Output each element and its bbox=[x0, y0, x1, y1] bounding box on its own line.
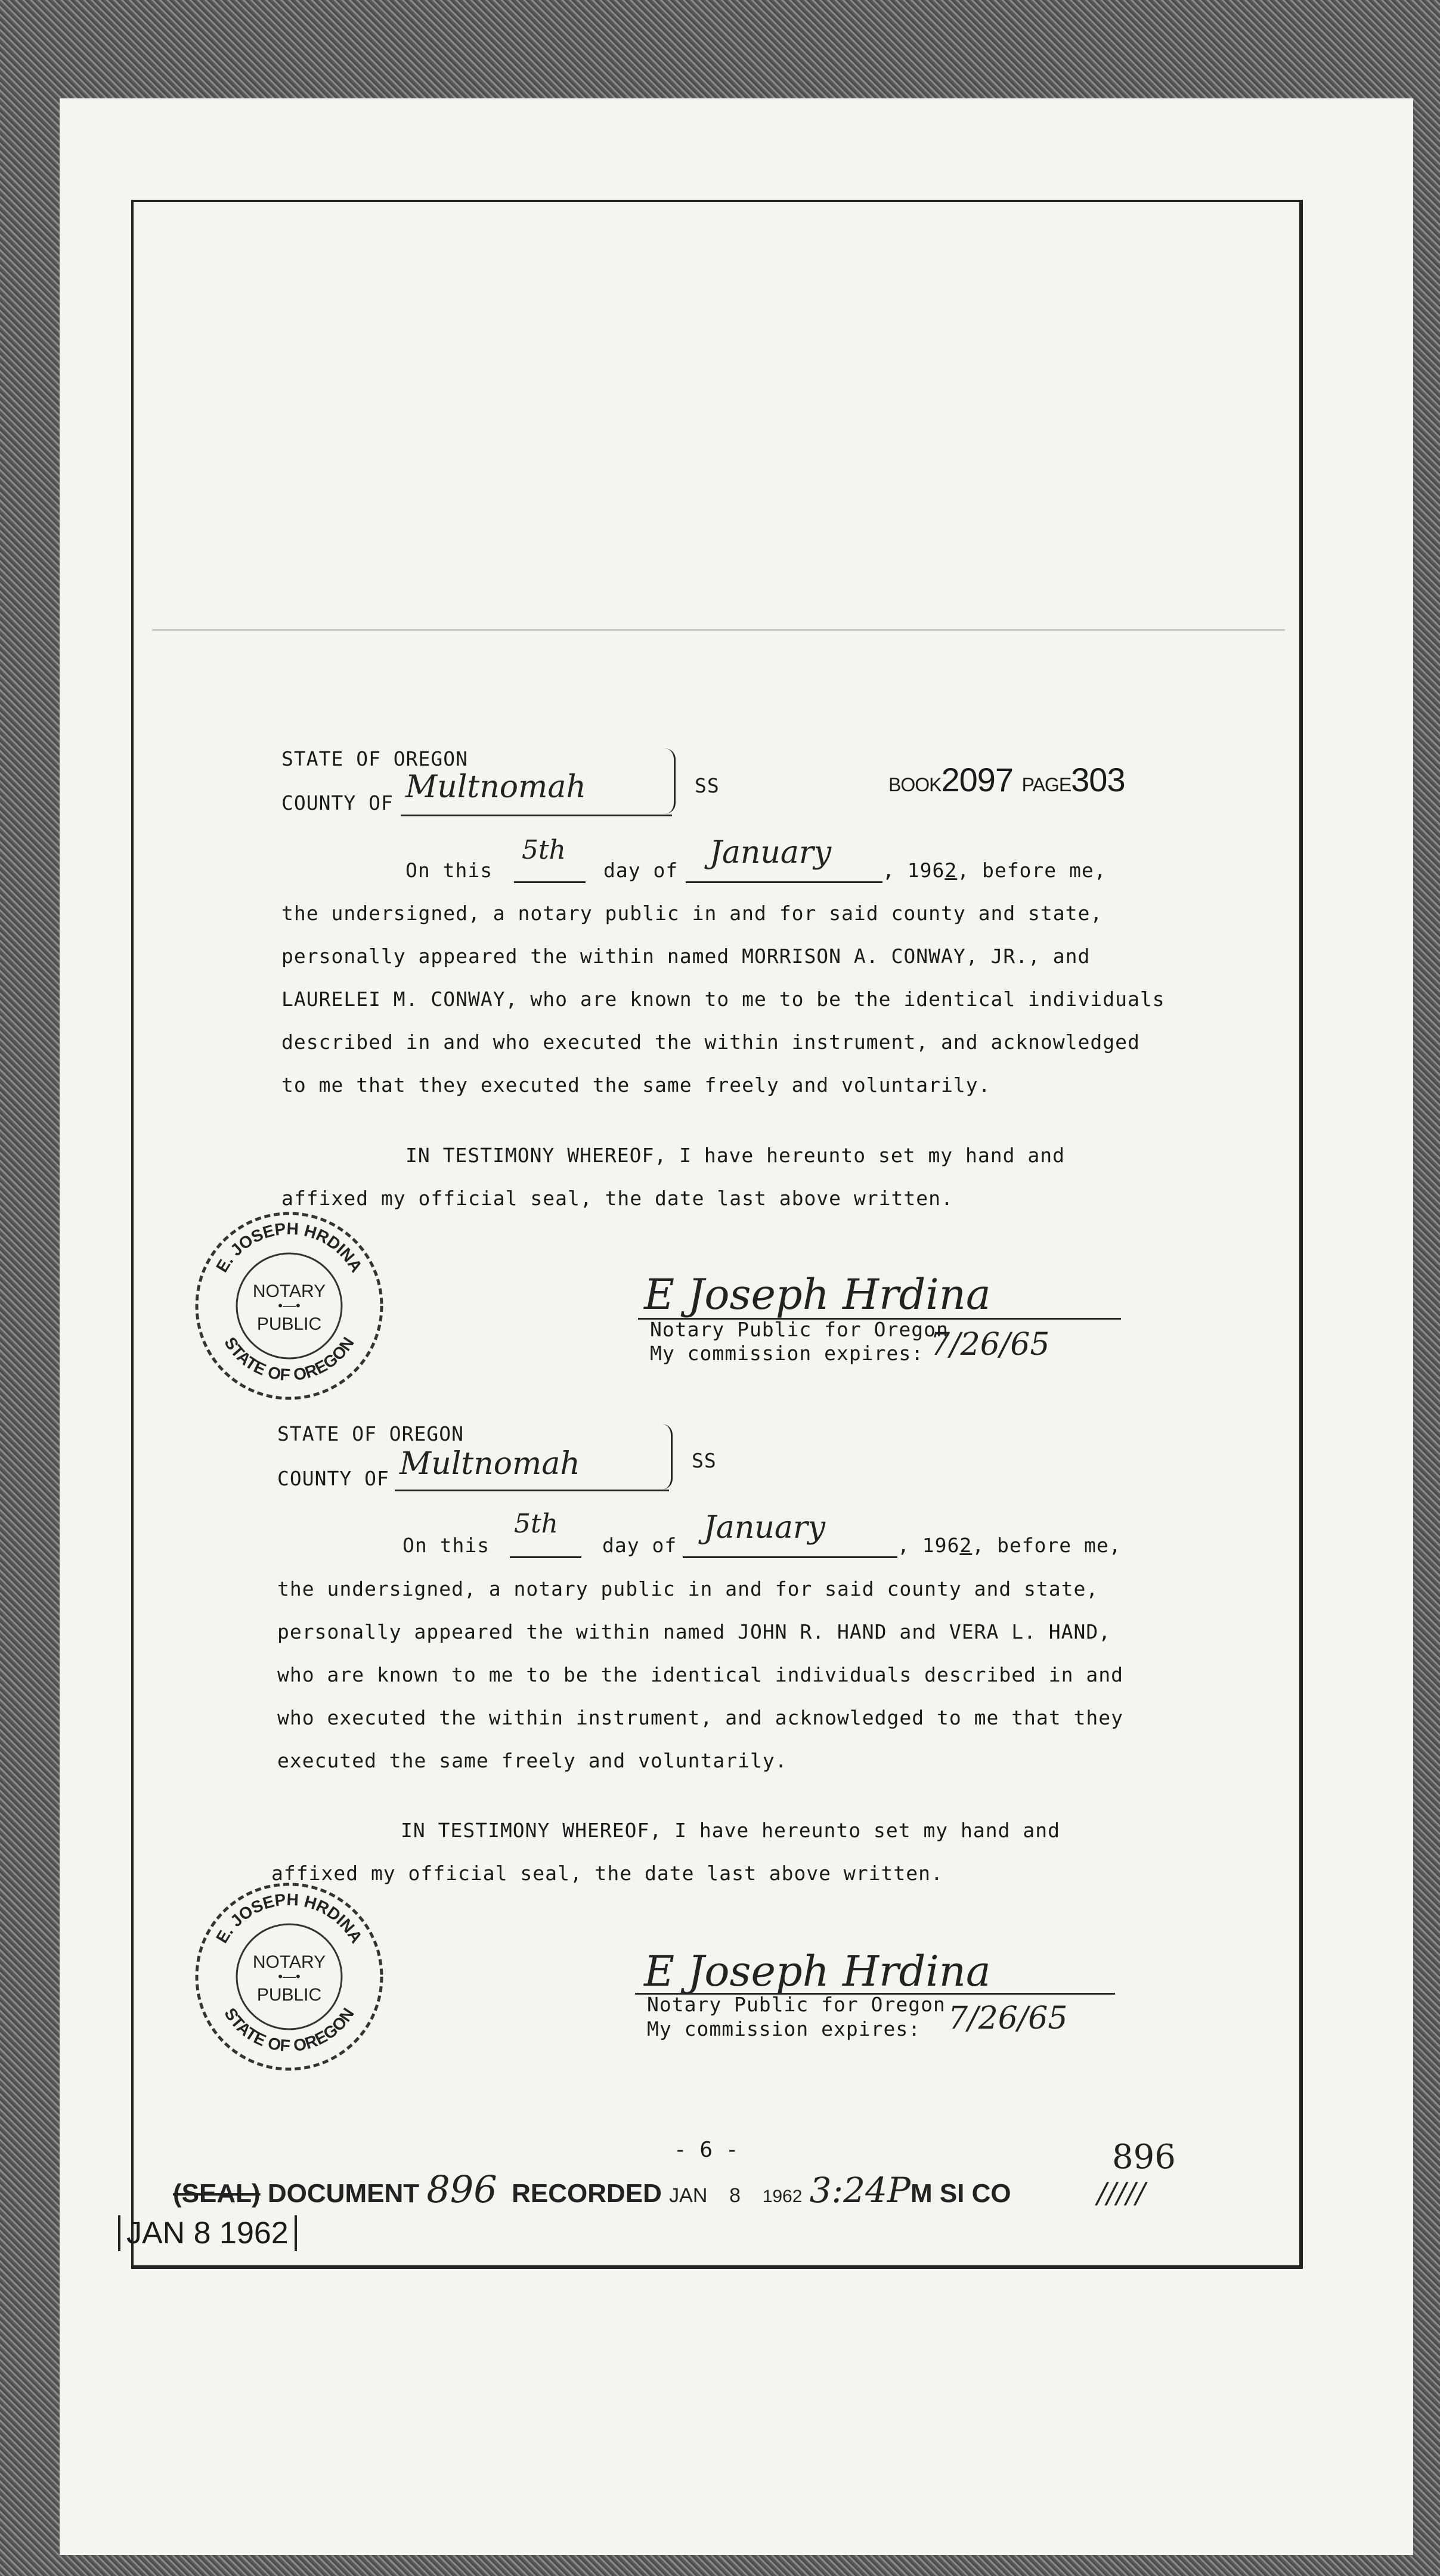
notary-seal-2 bbox=[191, 1878, 388, 2075]
month-underline bbox=[686, 881, 882, 883]
day-underline bbox=[510, 1556, 581, 1558]
recorded-label: RECORDED bbox=[512, 2179, 662, 2208]
county-underline bbox=[401, 815, 672, 816]
county-handwritten: Multnomah bbox=[405, 769, 586, 805]
seal-word: (SEAL) bbox=[173, 2179, 261, 2208]
book-number: 2097 bbox=[941, 761, 1014, 798]
ss-label: SS bbox=[695, 774, 720, 797]
date-stamp: JAN 8 1962 bbox=[118, 2215, 297, 2251]
recorded-day: 8 bbox=[729, 2184, 741, 2207]
day-handwritten: 5th bbox=[514, 1509, 559, 1539]
book-label: BOOK bbox=[888, 774, 942, 795]
svg-text:•—•: •—• bbox=[278, 1298, 301, 1313]
filed-number: 896 bbox=[1112, 2138, 1176, 2176]
day-prefix: On this bbox=[405, 859, 493, 882]
filed-marks: ///// bbox=[1097, 2176, 1145, 2210]
brace bbox=[663, 748, 676, 814]
seal-center-top: NOTARY bbox=[252, 1281, 326, 1301]
seal-center-bottom: PUBLIC bbox=[256, 1985, 322, 2005]
state-line: STATE OF OREGON bbox=[277, 1422, 464, 1445]
body-line-2: personally appeared the within named MORRISON A. CONWAY, JR., and bbox=[281, 945, 1091, 968]
body-line-4: who executed the within instrument, and acknowledged to me that they bbox=[277, 1706, 1124, 1729]
recording-stamp bbox=[173, 2168, 1011, 2211]
signature: E Joseph Hrdina bbox=[644, 1270, 991, 1319]
day-handwritten: 5th bbox=[522, 835, 566, 865]
body-line-5: executed the same freely and voluntarily. bbox=[277, 1749, 788, 1772]
day-prefix: On this bbox=[402, 1534, 490, 1557]
county-label: COUNTY OF bbox=[281, 791, 394, 815]
seal-bottom-text: STATE OF OREGON bbox=[221, 2004, 358, 2055]
year-line: , 1962, before me, bbox=[882, 859, 1107, 882]
page-label: PAGE bbox=[1021, 774, 1072, 795]
svg-text:E. JOSEPH HRDINA bbox=[212, 1890, 366, 1946]
svg-text:E. JOSEPH HRDINA bbox=[212, 1219, 366, 1275]
notary-seal-1 bbox=[191, 1208, 388, 1404]
commission-date: 7/26/65 bbox=[930, 1327, 1050, 1363]
commission-label: My commission expires: bbox=[647, 2017, 921, 2041]
book-page-reference bbox=[888, 760, 1125, 799]
body-line-3: who are known to me to be the identical individuals described in and bbox=[277, 1663, 1124, 1686]
body-line-1: the undersigned, a notary public in and for said county and state, bbox=[277, 1577, 1099, 1600]
ss-label: SS bbox=[692, 1449, 717, 1472]
testimony-line-2: affixed my official seal, the date last above written. bbox=[281, 1187, 953, 1210]
fold-line bbox=[152, 629, 1285, 631]
commission-date: 7/26/65 bbox=[948, 2001, 1068, 2036]
body-line-3: LAURELEI M. CONWAY, who are known to me to be the identical individuals bbox=[281, 987, 1165, 1011]
seal-top-text: E. JOSEPH HRDINA bbox=[212, 1890, 366, 1946]
body-line-2: personally appeared the within named JOHN R. HAND and VERA L. HAND, bbox=[277, 1620, 1111, 1643]
testimony-line-1: IN TESTIMONY WHEREOF, I have hereunto set my hand and bbox=[401, 1819, 1060, 1842]
recorded-month: JAN bbox=[669, 2184, 708, 2207]
month-handwritten: January bbox=[704, 1510, 826, 1546]
signature: E Joseph Hrdina bbox=[644, 1947, 991, 1996]
recorded-time: 3:24P bbox=[809, 2170, 911, 2210]
day-of: day of bbox=[603, 859, 679, 882]
seal-center-top: NOTARY bbox=[252, 1952, 326, 1972]
testimony-line-2: affixed my official seal, the date last above written. bbox=[271, 1862, 943, 1885]
svg-text:•—•: •—• bbox=[278, 1969, 301, 1984]
page-number-ref: 303 bbox=[1071, 761, 1125, 798]
seal-bottom-text: STATE OF OREGON bbox=[221, 1333, 358, 1385]
county-label: COUNTY OF bbox=[277, 1467, 389, 1490]
state-line: STATE OF OREGON bbox=[281, 747, 469, 770]
recorded-year: 1962 bbox=[762, 2187, 803, 2206]
seal-center-bottom: PUBLIC bbox=[256, 1314, 322, 1334]
notary-title: Notary Public for Oregon bbox=[647, 1993, 946, 2016]
commission-label: My commission expires: bbox=[650, 1342, 924, 1365]
month-underline bbox=[683, 1556, 897, 1558]
day-of: day of bbox=[602, 1534, 677, 1557]
month-handwritten: January bbox=[710, 835, 832, 871]
testimony-line-1: IN TESTIMONY WHEREOF, I have hereunto set my hand and bbox=[405, 1144, 1065, 1167]
county-handwritten: Multnomah bbox=[400, 1446, 580, 1482]
document-number: 896 bbox=[426, 2168, 497, 2211]
day-underline bbox=[514, 881, 586, 883]
county-underline bbox=[395, 1490, 669, 1491]
body-line-5: to me that they executed the same freely and voluntarily. bbox=[281, 1073, 991, 1097]
brace bbox=[660, 1424, 673, 1490]
notary-title: Notary Public for Oregon bbox=[650, 1318, 949, 1341]
body-line-1: the undersigned, a notary public in and for said county and state, bbox=[281, 902, 1103, 925]
document-label: DOCUMENT bbox=[267, 2179, 420, 2208]
seal-top-text: E. JOSEPH HRDINA bbox=[212, 1219, 366, 1275]
year-line: , 1962, before me, bbox=[897, 1534, 1122, 1557]
page-number: - 6 - bbox=[674, 2138, 739, 2162]
body-line-4: described in and who executed the within instrument, and acknowledged bbox=[281, 1030, 1140, 1054]
recorded-suffix: M SI CO bbox=[910, 2179, 1011, 2208]
